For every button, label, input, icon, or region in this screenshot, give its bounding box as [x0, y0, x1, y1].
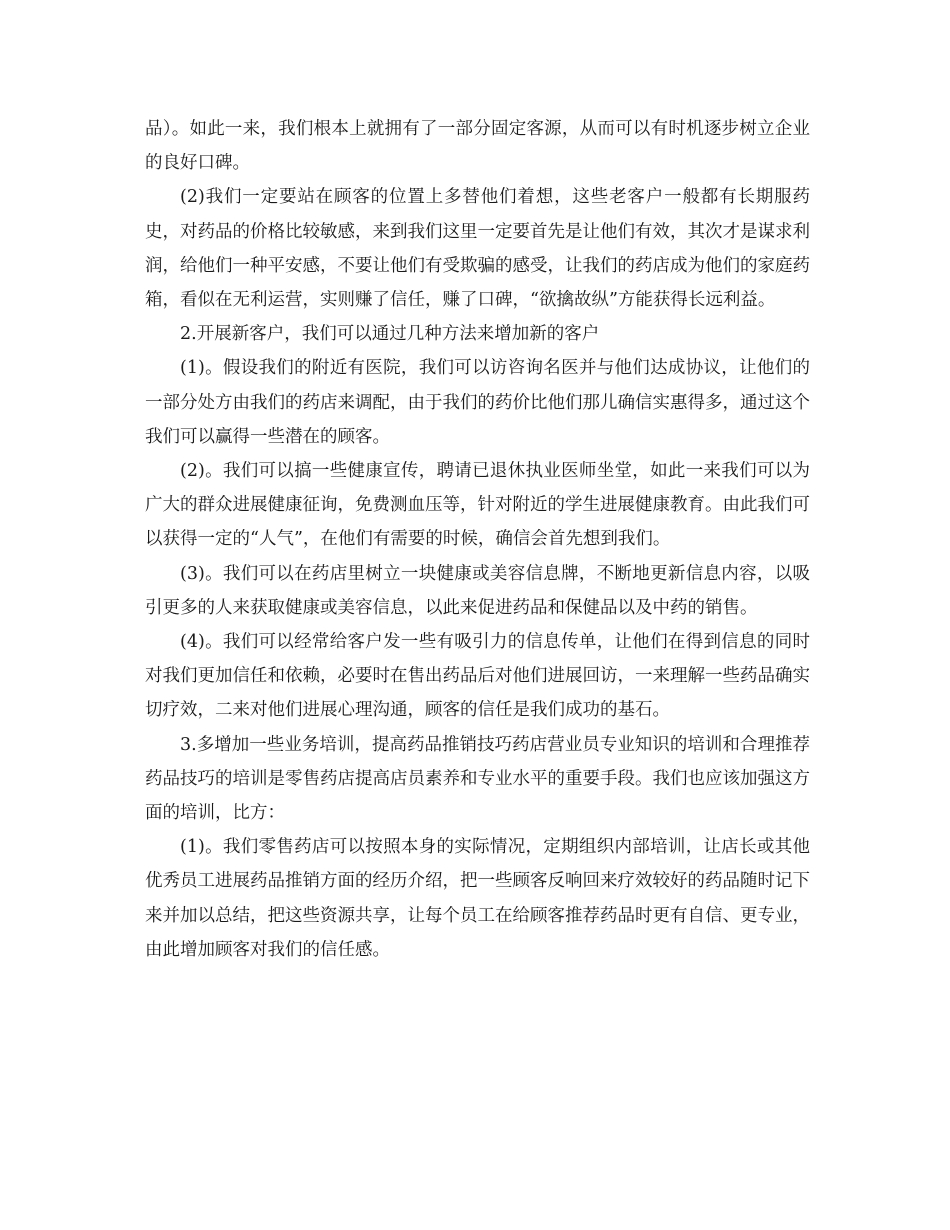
- paragraph-training-point-1: (1)。我们零售药店可以按照本身的实际情况，定期组织内部培训，让店长或其他优秀员工进展药品推销方面的经历介绍，把一些顾客反响回来疗效较好的药品随时记下来并加以总结，把这些资源共享，让每个员工在给顾客推荐药品时更有自信、更专业，由此增加顾客对我们的信任感。: [145, 837, 810, 960]
- paragraph-new-customer-heading: 2.开展新客户，我们可以通过几种方法来增加新的客户: [180, 324, 600, 345]
- document-body: [145, 112, 810, 967]
- paragraph-new-customer-point-3: (3)。我们可以在药店里树立一块健康或美容信息牌，不断地更新信息内容，以吸引更多的人来获取健康或美容信息，以此来促进药品和保健品以及中药的销售。: [145, 563, 810, 618]
- paragraph-old-customer-point-2: (2)我们一定要站在顾客的位置上多替他们着想，这些老客户一般都有长期服药史，对药品的价格比较敏感，来到我们这里一定要首先是让他们有效，其次才是谋求利润，给他们一种平安感，不要让他们有受欺骗的感受，让我们的药店成为他们的家庭药箱，看似在无利运营，实则赚了信任，赚了口碑，“欲擒故纵”方能获得长远利益。: [145, 187, 810, 311]
- paragraph-new-customer-point-1: (1)。假设我们的附近有医院，我们可以访咨询名医并与他们达成协议，让他们的一部分处方由我们的药店来调配，由于我们的药价比他们那儿确信实惠得多，通过这个我们可以赢得一些潜在的顾客。: [145, 358, 810, 447]
- paragraph-new-customer-point-4: (4)。我们可以经常给客户发一些有吸引力的信息传单，让他们在得到信息的同时对我们更加信任和依赖，必要时在售出药品后对他们进展回访，一来理解一些药品确实切疗效，二来对他们进展心理沟通，顾客的信任是我们成功的基石。: [145, 632, 810, 721]
- paragraph-new-customer-point-2: (2)。我们可以搞一些健康宣传，聘请已退休执业医师坐堂，如此一来我们可以为广大的群众进展健康征询，免费测血压等，针对附近的学生进展健康教育。由此我们可以获得一定的“人气”，在他们有需要的时候，确信会首先想到我们。: [145, 461, 810, 550]
- paragraph-continuation: 品）。如此一来，我们根本上就拥有了一部分固定客源，从而可以有时机逐步树立企业的良好口碑。: [145, 119, 810, 174]
- paragraph-training-heading: 3.多增加一些业务培训，提高药品推销技巧药店营业员专业知识的培训和合理推荐药品技巧的培训是零售药店提高店员素养和专业水平的重要手段。我们也应该加强这方面的培训，比方：: [145, 734, 810, 824]
